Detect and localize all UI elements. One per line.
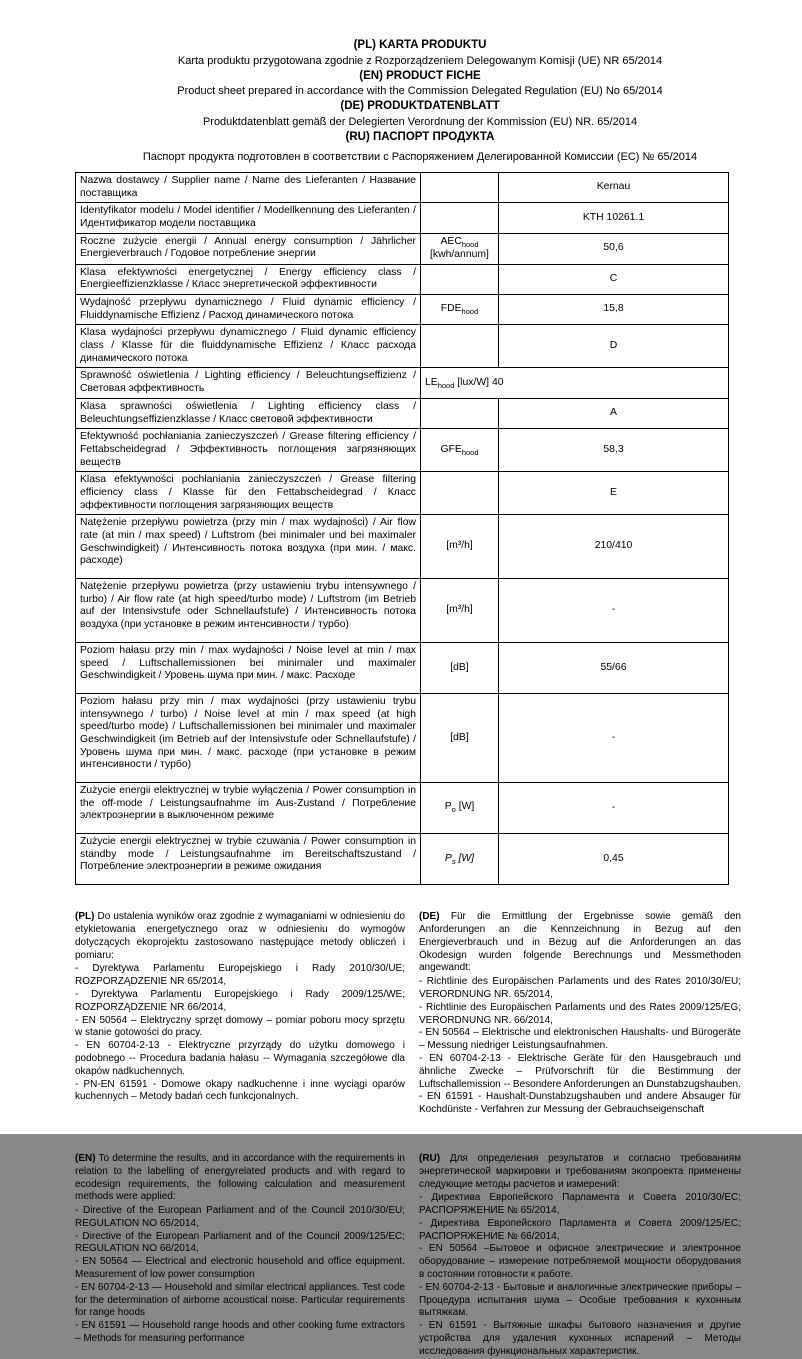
- footnote-intro-text: Do ustalenia wyników oraz zgodnie z wymaganiami w odniesieniu do etykietowania energetycznego oraz w odniesieniu do wymogów dotyczących ekoprojektu zastosowano następujące metody obliczeń i pomiaru:: [75, 911, 405, 961]
- table-row: [76, 693, 729, 782]
- table-row: [76, 515, 729, 579]
- row-label: Poziom hałasu przy min / max wydajności / Noise level at min / max speed / Luftschallemissionen bei minimaler und maximaler Geschwindigkeit / Уровень шума при мин. / макс. Расходе: [76, 642, 421, 693]
- row-label: Sprawność oświetlenia / Lighting efficiency / Beleuchtungseffizienz / Световая эффективность: [76, 368, 421, 398]
- row-label: Nazwa dostawcy / Supplier name / Name des Lieferanten / Название поставщика: [76, 173, 421, 203]
- footnote-item: - PN-EN 61591 - Domowe okapy nadkuchenne i inne wyciągi oparów kuchennych – Metody badań cech funkcjonalnych.: [75, 1078, 405, 1103]
- fiche-table-body: [76, 173, 729, 885]
- table-row: [76, 579, 729, 643]
- footnote-item: - Richtlinie des Europäischen Parlaments und des Rates 2009/125/EG; VERORDNUNG NR. 66/2014,: [419, 1001, 741, 1026]
- row-value: D: [499, 325, 729, 368]
- row-symbol: [421, 325, 499, 368]
- footnote-intro-text: Für die Ermittlung der Ergebnisse sowie gemäß den Anforderungen an die Kennzeichnung in Bezug auf den Energieverbrauch und in Bezug auf die Anforderungen an das Ökodesign wurden folgende Berechnungs und Messmethoden angewandt:: [419, 911, 741, 974]
- table-row: [76, 203, 729, 233]
- footnote-item: - Directive of the European Parliament and of the Council 2009/125/EC; REGULATION NO 66/2014,: [75, 1230, 405, 1255]
- symbol-subscript: s: [451, 856, 456, 866]
- table-row: [76, 233, 729, 264]
- title-ru: (RU) ПАСПОРТ ПРОДУКТА: [345, 130, 495, 143]
- table-row: [76, 325, 729, 368]
- subtitle-ru: Паспорт продукта подготовлен в соответствии с Распоряжением Делегированной Комиссии (ЕС) № 65/2014: [142, 151, 698, 163]
- lang-tag: (EN): [75, 1152, 96, 1164]
- table-row: [76, 429, 729, 472]
- document-header: [75, 40, 765, 163]
- symbol-name: LE: [425, 376, 438, 388]
- footnote-item: - EN 50564 –Бытовое и офисное электрические и электронное оборудование – измерение потребляемой мощности оборудования в состоянии готовности к работе.: [419, 1243, 741, 1281]
- row-value: E: [499, 472, 729, 515]
- symbol: [450, 662, 468, 673]
- symbol-subscript: o: [451, 805, 456, 815]
- lang-tag: (RU): [419, 1152, 441, 1164]
- subtitle-en: Product sheet prepared in accordance with the Commission Delegated Regulation (EU) No 65/2014: [177, 85, 663, 97]
- footnote-item: - EN 50564 — Electrical and electronic household and office equipment. Measurement of low power consumption: [75, 1256, 405, 1281]
- row-value: -: [499, 693, 729, 782]
- symbol-subscript: hood: [461, 447, 479, 457]
- symbol-unit: [kwh/annum]: [430, 248, 489, 260]
- table-row: [76, 783, 729, 834]
- symbol-unit: [m³/h]: [446, 604, 473, 616]
- table-row: [76, 368, 729, 398]
- title-de: (DE) PRODUKTDATENBLATT: [340, 100, 500, 112]
- row-label: Klasa efektywności energetycznej / Energy efficiency class / Energieeffizienzklasse / Класс энергетической эффективности: [76, 264, 421, 294]
- row-label: Zużycie energii elektrycznej w trybie czuwania / Power consumption in standby mode / Leistungsaufnahme im Bereitschaftszustand / Потребление электроэнергии в режиме ожидания: [76, 834, 421, 885]
- footnote-item: - EN 60704-2-13 — Household and similar electrical appliances. Test code for the determination of airborne acoustical noise. Particular requirements for range hoods: [75, 1281, 405, 1319]
- row-symbol: [421, 693, 499, 782]
- row-symbol: [421, 642, 499, 693]
- table-row: [76, 472, 729, 515]
- row-symbol: [421, 429, 499, 472]
- footnote-item: - EN 60704-2-13 - Elektryczne przyrządy do użytku domowego i podobnego -- Procedura badania hałasu -- Wymagania szczegółowe dla okapów nadkuchennych.: [75, 1040, 405, 1077]
- row-label: Klasa efektywności pochłaniania zanieczyszczeń / Grease filtering efficiency class / Klasse für den Fettabscheidegrad / Класс эффективности поглощения загрязняющих веществ: [76, 472, 421, 515]
- footnote-item: - Директива Европейского Парламента и Совета 2010/30/ЕС; РАСПОРЯЖЕНИЕ № 65/2014,: [419, 1192, 741, 1217]
- footnote-block: [75, 911, 405, 1117]
- footnote-item: - EN 60704-2-13 - Бытовые и аналогичные электрические приборы – Процедура испытания шума – Особые требования к кухонным вытяжкам.: [419, 1281, 741, 1319]
- footnote-item: - Dyrektywa Parlamentu Europejskiego i Rady 2010/30/UE; ROZPORZĄDZENIE NR 65/2014,: [75, 963, 405, 988]
- table-row: [76, 398, 729, 428]
- footnote-item: - EN 61591 - Вытяжные шкафы бытового назначения и другие устройства для удаления кухонных испарений – Методы исследования функциональных характеристик.: [419, 1320, 741, 1357]
- subtitle-de: Produktdatenblatt gemäß der Delegierten Verordnung der Kommission (EU) NR. 65/2014: [202, 115, 638, 128]
- row-value: -: [499, 579, 729, 643]
- row-symbol: [421, 515, 499, 579]
- symbol: [444, 801, 475, 815]
- table-row: [76, 834, 729, 885]
- title-pl: (PL) KARTA PRODUKTU: [353, 39, 487, 51]
- footnote-item: - EN 61591 — Household range hoods and other cooking fume extractors – Methods for measuring performance: [75, 1320, 405, 1345]
- footnote-block: [75, 1153, 405, 1359]
- symbol-name: P: [444, 852, 452, 864]
- table-row: [76, 295, 729, 325]
- footnote-item: - EN 60704-2-13 - Elektrische Geräte für den Hausgebrauch und ähnliche Zwecke – Prüfvorschrift für die Bestimmung der Luftschallemission -- Besondere Anforderungen an Dunstabzugshauben.: [419, 1052, 741, 1090]
- row-label: Identyfikator modelu / Model identifier / Modellkennung des Lieferanten / Идентификатор модели поставщика: [76, 203, 421, 233]
- symbol-name: AEC: [440, 235, 462, 247]
- row-symbol: [421, 203, 499, 233]
- row-value: Kernau: [499, 173, 729, 203]
- row-value: 55/66: [499, 642, 729, 693]
- title-en: (EN) PRODUCT FICHE: [359, 69, 481, 82]
- footnote-intro-text: To determine the results, and in accordance with the requirements in relation to the labelling of energyrelated products and with regard to ecodesign requirements, the following calculation and measurement methods were applied:: [75, 1152, 405, 1203]
- symbol-subscript: hood: [461, 307, 479, 317]
- fiche-table: [75, 172, 729, 885]
- row-value: 15,8: [499, 295, 729, 325]
- footnotes: [75, 911, 741, 1359]
- footnote-intro: [419, 911, 741, 975]
- lang-tag: (DE): [419, 911, 440, 923]
- footnote-item: - EN 50564 – Elektrische und elektronischen Haushalts- und Bürogeräte – Messung niedriger Leistungsaufnahmen.: [419, 1027, 741, 1052]
- row-value: 50,6: [499, 233, 729, 264]
- row-value: -: [499, 783, 729, 834]
- row-label: Zużycie energii elektrycznej w trybie wyłączenia / Power consumption in the off-mode / Leistungsaufnahme im Aus-Zustand / Потребление электроэнергии в выключенном режиме: [76, 783, 421, 834]
- symbol-unit: [lux/W]: [457, 376, 490, 388]
- footnote-block: [419, 911, 741, 1117]
- row-value: KTH 10261.1: [499, 203, 729, 233]
- row-value: A: [499, 398, 729, 428]
- footnote-item: - Richtlinie des Europäischen Parlaments und des Rates 2010/30/EU; VERORDNUNG NR. 65/2014,: [419, 976, 741, 1000]
- symbol-subscript: hood: [461, 239, 479, 249]
- row-label: Poziom hałasu przy min / max wydajności (przy ustawieniu trybu intensywnego / turbo) / Noise level at min / max speed (at high speed/turbo mode) / Luftschallemissionen bei minimaler und maximaler Geschwindigkeit (im Betrieb auf der Intensivstufe oder Schnellaufstufe) / Уровень шума при мин. / макс. расходе (при установке в режим интенсивности / турбо): [76, 693, 421, 782]
- symbol: [440, 444, 478, 455]
- row-symbol: [421, 783, 499, 834]
- footnote-item: - Dyrektywa Parlamentu Europejskiego i Rady 2009/125/WE; ROZPORZĄDZENIE NR 66/2014,: [75, 988, 405, 1013]
- symbol-unit: [dB]: [450, 731, 469, 743]
- row-label: Natężenie przepływu powietrza (przy min / max wydajności) / Air flow rate (at min / max speed) / Luftstrom (bei minimaler und bei maximaler Geschwindigkeit) / Интенсивность потока воздуха (при мин. / макс. расходе): [76, 515, 421, 579]
- symbol-unit: [W]: [458, 801, 475, 813]
- footnote-item: - Directive of the European Parliament and of the Council 2010/30/EU; REGULATION NO 65/2014,: [75, 1205, 405, 1229]
- lang-tag: (PL): [75, 911, 95, 923]
- symbol-unit: [dB]: [450, 661, 469, 673]
- row-symbol: [421, 834, 499, 885]
- footnote-intro-text: Для определения результатов и согласно требованиям энергетической маркировки и требованиям экопроекта применены следующие методы расчетов и измерений:: [419, 1152, 741, 1190]
- table-row: [76, 173, 729, 203]
- row-label: Natężenie przepływu powietrza (przy ustawieniu trybu intensywnego / turbo) / Air flow rate (at high speed/turbo mode) / Luftstrom (im Betrieb auf der Intensivstufe oder Schnellaufstufe) / Интенсивность потока воздуха (при установке в режим интенсивности / турбо): [76, 579, 421, 643]
- row-value: C: [499, 264, 729, 294]
- row-value: 40: [491, 376, 504, 388]
- row-symbol-value: [421, 368, 729, 398]
- row-label: Roczne zużycie energii / Annual energy consumption / Jährlicher Energieverbrauch / Годовое потребление энергии: [76, 233, 421, 264]
- footnote-intro: [75, 911, 405, 962]
- row-symbol: [421, 295, 499, 325]
- symbol: [445, 853, 474, 864]
- symbol-name: FDE: [440, 303, 462, 315]
- symbol-subscript: hood: [437, 380, 455, 390]
- table-row: [76, 264, 729, 294]
- row-value: 58,3: [499, 429, 729, 472]
- row-symbol: [421, 398, 499, 428]
- row-symbol: [421, 264, 499, 294]
- symbol: [440, 236, 478, 247]
- row-label: Klasa wydajności przepływu dynamicznego / Fluid dynamic efficiency class / Klasse für die fluiddynamische Effizienz / Класс расхода динамического потока: [76, 325, 421, 368]
- symbol: [450, 732, 468, 743]
- symbol: [446, 604, 473, 615]
- row-symbol: [421, 173, 499, 203]
- row-symbol: [421, 472, 499, 515]
- symbol: [446, 540, 473, 551]
- subtitle-pl: Karta produktu przygotowana zgodnie z Rozporządzeniem Delegowanym Komisji (UE) NR 65/2014: [177, 54, 663, 67]
- footnote-item: - EN 61591 - Haushalt-Dunstabzugshauben und andere Absauger für Kochdünste - Verfahren zur Messung der Gebrauchseigenschaft: [419, 1091, 741, 1116]
- table-row: [76, 642, 729, 693]
- row-label: Klasa sprawności oświetlenia / Lighting efficiency class / Beleuchtungseffizienzklasse / Класс световой эффективности: [76, 398, 421, 428]
- row-value: 210/410: [499, 515, 729, 579]
- footnote-intro: [419, 1153, 741, 1191]
- symbol-name: P: [444, 801, 452, 813]
- row-symbol: [421, 233, 499, 264]
- symbol-name: GFE: [440, 443, 462, 455]
- footnote-item: - Директива Европейского Парламента и Совета 2009/125/ЕС; РАСПОРЯЖЕНИЕ № 66/2014,: [419, 1217, 741, 1242]
- row-label: Efektywność pochłaniania zanieczyszczeń / Grease filtering efficiency / Fettabscheidegrad / Эффективность поглощения загрязняющих веществ: [76, 429, 421, 472]
- symbol: [440, 303, 479, 317]
- row-value: 0,45: [499, 834, 729, 885]
- footnote-block: [419, 1153, 741, 1359]
- row-label: Wydajność przepływu dynamicznego / Fluid dynamic efficiency / Fluiddynamische Effizienz / Расход динамического потока: [76, 295, 421, 325]
- symbol: [425, 377, 489, 388]
- symbol-unit: [W]: [458, 852, 475, 864]
- footnote-intro: [75, 1153, 405, 1204]
- symbol-unit: [m³/h]: [446, 540, 473, 552]
- row-symbol: [421, 579, 499, 643]
- footnote-item: - EN 50564 – Elektryczny sprzęt domowy – pomiar poboru mocy sprzętu w stanie gotowości do pracy.: [75, 1014, 405, 1039]
